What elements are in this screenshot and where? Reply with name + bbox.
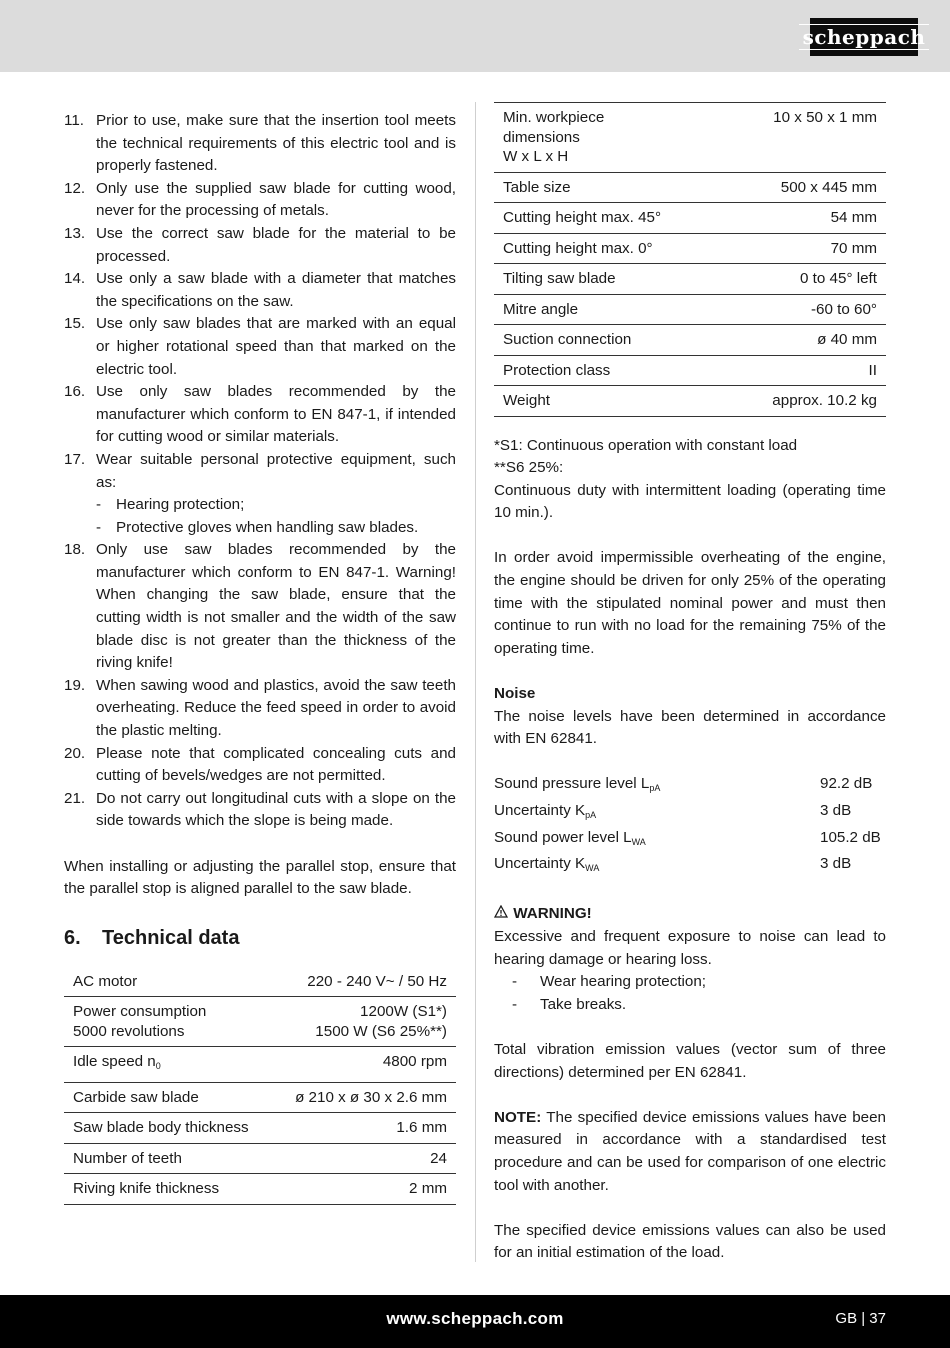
item-number: 20. bbox=[64, 744, 86, 762]
noise-intro: The noise levels have been determined in accordance with EN 62841. bbox=[494, 707, 886, 748]
subscript: pA bbox=[585, 810, 597, 820]
table-row bbox=[64, 1174, 456, 1205]
list-item bbox=[64, 313, 456, 381]
spec-value: 70 mm bbox=[725, 233, 886, 264]
noise-value: 105.2 dB bbox=[820, 828, 881, 846]
list-item bbox=[64, 223, 456, 268]
spec-value: -60 to 60° bbox=[725, 294, 886, 325]
spec-value bbox=[273, 997, 456, 1047]
note-paragraph bbox=[494, 1107, 886, 1197]
item-number: 18. bbox=[64, 541, 86, 559]
spec-label bbox=[64, 1047, 273, 1083]
spec-label: AC motor bbox=[64, 967, 273, 997]
list-item bbox=[64, 675, 456, 743]
item-number: 16. bbox=[64, 383, 86, 401]
warning-block bbox=[494, 902, 886, 1016]
list-item bbox=[64, 178, 456, 223]
noise-label bbox=[494, 800, 820, 827]
spec-label-line: Min. workpiece bbox=[503, 109, 605, 126]
spec-label: Saw blade body thickness bbox=[64, 1113, 273, 1144]
parallel-stop-note: When installing or adjusting the parallel stop, ensure that the parallel stop is aligned parallel to the saw blade. bbox=[64, 857, 456, 898]
noise-value: 3 dB bbox=[820, 855, 852, 873]
warning-heading-row bbox=[494, 902, 886, 926]
page-number: GB | 37 bbox=[835, 1310, 886, 1327]
section-number: 6. bbox=[64, 926, 81, 949]
spec-value: II bbox=[725, 355, 886, 386]
column-divider bbox=[475, 102, 476, 1262]
section-title: Technical data bbox=[102, 926, 240, 949]
sub-item: - Protective gloves when handling saw blades. bbox=[96, 517, 456, 540]
table-row bbox=[494, 172, 886, 203]
noise-label bbox=[494, 773, 820, 800]
item-number: 14. bbox=[64, 270, 86, 288]
item-text: Only use saw blades recommended by the manufacturer which conform to EN 847-1. Warning! When changing the saw blade, ensure that the cutting width is not smaller and the width of the saw blade disc is not greater than the thickness of the riving knife! bbox=[96, 541, 456, 672]
spec-label-line: dimensions bbox=[503, 128, 580, 146]
noise-value: 92.2 dB bbox=[820, 775, 873, 793]
spec-label: Protection class bbox=[494, 355, 725, 386]
spec-value: 4800 rpm bbox=[273, 1047, 456, 1083]
item-text: Wear suitable personal protective equipment, such as: bbox=[96, 450, 456, 491]
spec-value: 10 x 50 x 1 mm bbox=[725, 103, 886, 173]
subscript: WA bbox=[585, 863, 600, 874]
item-number: 13. bbox=[64, 224, 86, 242]
spec-value: ø 40 mm bbox=[725, 325, 886, 356]
noise-row bbox=[494, 827, 886, 854]
spec-label: Riving knife thickness bbox=[64, 1174, 273, 1205]
list-item bbox=[64, 449, 456, 539]
list-item bbox=[64, 539, 456, 675]
subscript: pA bbox=[649, 783, 661, 794]
warning-item: - Wear hearing protection; bbox=[494, 971, 886, 994]
item-text: When sawing wood and plastics, avoid the saw teeth overheating. Reduce the feed speed in order to avoid the plastic melting. bbox=[96, 676, 456, 740]
warning-text: Excessive and frequent exposure to noise can lead to hearing damage or hearing loss. bbox=[494, 927, 886, 968]
spec-value: 2 mm bbox=[273, 1174, 456, 1205]
spec-label: Carbide saw blade bbox=[64, 1082, 273, 1113]
spec-table-left bbox=[64, 967, 456, 1205]
spec-label: Number of teeth bbox=[64, 1143, 273, 1174]
overheat-paragraph: In order avoid impermissible overheating of the engine, the engine should be driven for only 25% of the operating time with the stipulated nominal power and must then continue to run with no load for the remaining 75% of the operating time. bbox=[494, 549, 886, 657]
item-number: 19. bbox=[64, 676, 86, 694]
subscript: 0 bbox=[155, 1061, 161, 1072]
spec-label: Table size bbox=[494, 172, 725, 203]
noise-label bbox=[494, 853, 820, 880]
noise-label-text: Uncertainty K bbox=[494, 855, 586, 873]
header-bar bbox=[0, 0, 950, 72]
table-row bbox=[494, 203, 886, 234]
spec-value: 500 x 445 mm bbox=[725, 172, 886, 203]
item-text: Please note that complicated concealing cuts and cutting of bevels/wedges are not permitted. bbox=[96, 744, 456, 785]
warning-triangle-icon bbox=[494, 902, 509, 925]
spec-label: Cutting height max. 45° bbox=[494, 203, 725, 234]
spec-label-text: Idle speed n bbox=[73, 1053, 156, 1071]
spec-value: 220 - 240 V~ / 50 Hz bbox=[273, 967, 456, 997]
noise-label-text: Sound pressure level L bbox=[494, 775, 650, 793]
footnotes bbox=[494, 435, 886, 661]
spec-value: 0 to 45° left bbox=[725, 264, 886, 295]
warning-item: - Take breaks. bbox=[494, 994, 886, 1017]
table-row bbox=[494, 264, 886, 295]
item-number: 12. bbox=[64, 179, 86, 197]
item-number: 15. bbox=[64, 315, 86, 333]
spec-label: Weight bbox=[494, 386, 725, 417]
brand-logo-text: scheppach bbox=[799, 24, 930, 50]
noise-row bbox=[494, 773, 886, 800]
item-text: Use the correct saw blade for the material to be processed. bbox=[96, 224, 456, 265]
noise-label-text: Uncertainty K bbox=[494, 802, 586, 819]
item-text: Use only saw blades recommended by the manufacturer which conform to EN 847-1, if intended for cutting wood or similar materials. bbox=[96, 383, 456, 446]
subscript: WA bbox=[631, 836, 646, 847]
spec-value: approx. 10.2 kg bbox=[725, 386, 886, 417]
table-row bbox=[64, 1143, 456, 1174]
table-row bbox=[64, 1047, 456, 1083]
noise-heading: Noise bbox=[494, 685, 536, 703]
spec-value: 24 bbox=[273, 1143, 456, 1174]
spec-label: Suction connection bbox=[494, 325, 725, 356]
item-text: Only use the supplied saw blade for cutting wood, never for the processing of metals. bbox=[96, 179, 456, 220]
item-text: Prior to use, make sure that the insertion tool meets the technical requirements of this electric tool and is properly fastened. bbox=[96, 112, 456, 175]
table-row bbox=[64, 997, 456, 1047]
noise-value: 3 dB bbox=[820, 802, 852, 819]
noise-label-text: Sound power level L bbox=[494, 828, 632, 846]
table-row bbox=[494, 355, 886, 386]
list-item bbox=[64, 110, 456, 178]
list-item bbox=[64, 381, 456, 449]
table-row bbox=[494, 325, 886, 356]
noise-section bbox=[494, 683, 886, 880]
safety-rules-list bbox=[64, 110, 456, 833]
spec-value-line: 1500 W (S6 25%**) bbox=[315, 1022, 447, 1040]
item-number: 17. bbox=[64, 450, 86, 468]
spec-value: 1.6 mm bbox=[273, 1113, 456, 1144]
item-text: Use only saw blades that are marked with an equal or higher rotational speed than that marked on the electric tool. bbox=[96, 315, 456, 378]
footnote-s6-text: Continuous duty with intermittent loading (operating time 10 min.). bbox=[494, 481, 886, 522]
note-label: NOTE: bbox=[494, 1108, 542, 1126]
table-row bbox=[64, 967, 456, 997]
noise-label bbox=[494, 827, 820, 854]
list-item bbox=[64, 743, 456, 788]
spec-label bbox=[494, 103, 725, 173]
list-item bbox=[64, 788, 456, 833]
list-item bbox=[64, 268, 456, 313]
footer-bar bbox=[0, 1295, 950, 1348]
item-number: 11. bbox=[64, 112, 84, 129]
estimation-paragraph: The specified device emissions values can also be used for an initial estimation of the load. bbox=[494, 1221, 886, 1262]
section-heading bbox=[64, 925, 456, 951]
noise-values bbox=[494, 773, 886, 879]
warning-heading: WARNING! bbox=[513, 905, 592, 923]
item-text: Do not carry out longitudinal cuts with a slope on the side towards which the slope is being made. bbox=[96, 789, 456, 830]
footer-url: www.scheppach.com bbox=[386, 1309, 564, 1328]
spec-label-line: 5000 revolutions bbox=[73, 1022, 185, 1040]
table-row bbox=[64, 1113, 456, 1144]
right-column bbox=[494, 102, 886, 1265]
spec-label: Mitre angle bbox=[494, 294, 725, 325]
left-column bbox=[64, 110, 456, 1205]
item-text: Use only a saw blade with a diameter that matches the specifications on the saw. bbox=[96, 270, 456, 310]
table-row bbox=[494, 233, 886, 264]
spec-label-line: W x L x H bbox=[503, 148, 569, 165]
spec-table-right bbox=[494, 102, 886, 417]
table-row bbox=[494, 294, 886, 325]
item-number: 21. bbox=[64, 789, 86, 807]
note-text: The specified device emissions values have been measured in accordance with a standardised test procedure and can be used for comparison of one electric tool with another. bbox=[494, 1108, 886, 1194]
table-row bbox=[494, 103, 886, 173]
noise-row bbox=[494, 800, 886, 827]
footnote-s1: *S1: Continuous operation with constant load bbox=[494, 436, 798, 454]
table-row bbox=[64, 1082, 456, 1113]
table-row bbox=[494, 386, 886, 417]
brand-logo bbox=[802, 18, 926, 56]
spec-label bbox=[64, 997, 273, 1047]
vibration-paragraph: Total vibration emission values (vector sum of three directions) determined per EN 62841. bbox=[494, 1040, 886, 1081]
footnote-s6-heading: **S6 25%: bbox=[494, 459, 564, 477]
spec-value: ø 210 x ø 30 x 2.6 mm bbox=[273, 1082, 456, 1113]
noise-row bbox=[494, 853, 886, 880]
spec-label-line: Power consumption bbox=[73, 1003, 207, 1021]
spec-value: 54 mm bbox=[725, 203, 886, 234]
spec-value-line: 1200W (S1*) bbox=[360, 1003, 447, 1021]
spec-label: Cutting height max. 0° bbox=[494, 233, 725, 264]
spec-label: Tilting saw blade bbox=[494, 264, 725, 295]
sub-item: - Hearing protection; bbox=[96, 494, 456, 517]
